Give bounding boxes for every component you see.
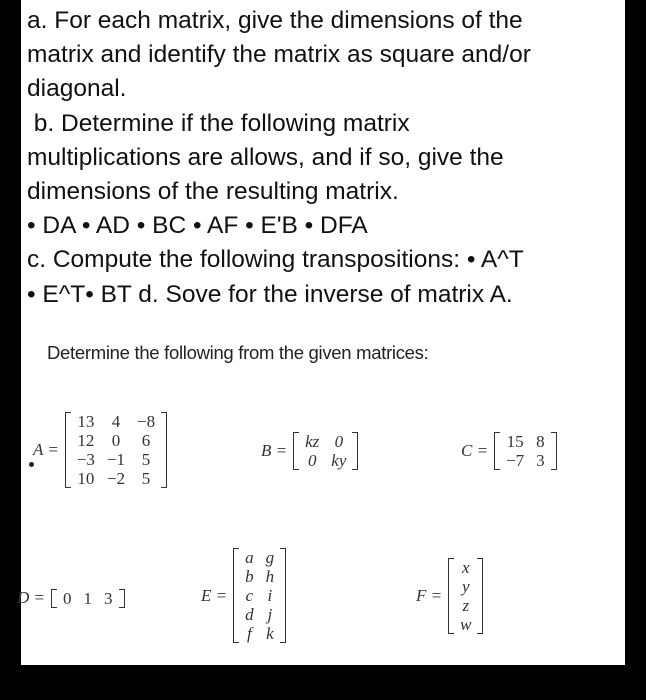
- matrix-row: [239, 605, 280, 624]
- matrix-entry: 4: [111, 412, 121, 431]
- matrix-brackets: [448, 558, 483, 634]
- matrix-entry: f: [246, 624, 252, 643]
- matrix-entry: −2: [106, 469, 125, 488]
- matrix-entry: 3: [536, 451, 545, 470]
- matrix-entry: 5: [141, 450, 151, 469]
- matrix-entry: a: [245, 548, 254, 567]
- matrix-entry: 3: [104, 588, 113, 608]
- matrix-entry: h: [265, 567, 275, 586]
- matrix-row: [454, 615, 477, 634]
- matrix-row: [500, 432, 551, 451]
- matrix-entry: k: [266, 624, 274, 643]
- matrix-entry: 0: [334, 432, 344, 451]
- matrix-brackets: [233, 548, 286, 643]
- question-text: [27, 4, 531, 312]
- matrix-row: [239, 567, 280, 586]
- matrix-row: [239, 548, 280, 567]
- matrix-entry: 12: [77, 431, 95, 450]
- matrix-row: [454, 558, 477, 577]
- matrix-entry: y: [462, 577, 470, 596]
- matrix-entry: z: [462, 596, 470, 615]
- question-line: dimensions of the resulting matrix.: [27, 177, 399, 205]
- matrix-entry: x: [462, 558, 470, 577]
- matrix-row: [71, 431, 161, 450]
- matrix-b: B = kz 0 0 ky: [261, 432, 358, 470]
- matrix-brackets: [51, 589, 125, 608]
- matrix-entry: j: [267, 605, 273, 624]
- matrix-entry: 10: [77, 469, 95, 488]
- matrix-d: D = 0 1 3: [17, 588, 125, 608]
- matrix-row: [239, 586, 280, 605]
- matrix-row: [71, 469, 161, 488]
- matrix-entry: d: [245, 605, 254, 624]
- matrix-entry: 0: [307, 451, 317, 470]
- matrix-a: A = 13 4 −8 12 0 6 −3 −1 5 10 −2 5: [33, 412, 167, 488]
- matrix-entry: w: [460, 615, 472, 634]
- matrix-c: C = 15 8 −7 3: [461, 432, 557, 470]
- matrix-e: E = a g b h c i d j f k: [201, 548, 286, 643]
- question-line: c. Compute the following transpositions: • A^T: [27, 246, 524, 274]
- subheading: Determine the following from the given matrices:: [47, 342, 429, 363]
- matrix-entry: c: [245, 586, 254, 605]
- question-line: multiplications are allows, and if so, give the: [27, 143, 504, 171]
- matrix-entry: ky: [331, 451, 347, 470]
- matrix-entry: g: [265, 548, 275, 567]
- question-line: diagonal.: [27, 75, 127, 103]
- matrix-entry: kz: [305, 432, 320, 451]
- matrix-brackets: [293, 432, 358, 470]
- matrix-row: [71, 450, 161, 469]
- question-line: matrix and identify the matrix as square and/or: [27, 41, 531, 69]
- matrix-entry: −1: [106, 450, 125, 469]
- matrix-row: [299, 451, 352, 470]
- matrix-entry: −7: [506, 451, 525, 470]
- matrix-row: [71, 412, 161, 431]
- matrix-entry: 5: [141, 469, 151, 488]
- question-line: b. Determine if the following matrix: [27, 109, 410, 137]
- matrix-row: [57, 589, 119, 608]
- matrix-entry: 6: [141, 431, 151, 450]
- matrix-f: F = x y z w: [416, 558, 483, 634]
- matrix-entry: −8: [137, 412, 156, 431]
- matrix-entry: 0: [111, 431, 121, 450]
- matrix-entry: b: [245, 567, 254, 586]
- matrix-entry: −3: [76, 450, 95, 469]
- matrix-row: [299, 432, 352, 451]
- matrix-brackets: [65, 412, 167, 488]
- question-line: • DA • AD • BC • AF • E'B • DFA: [27, 212, 368, 240]
- matrix-row: [500, 451, 551, 470]
- matrix-brackets: [494, 432, 557, 470]
- problem-panel: [17, 0, 625, 665]
- matrix-entry: 13: [77, 412, 95, 431]
- matrix-row: [239, 624, 280, 643]
- matrix-entry: 8: [536, 432, 545, 451]
- matrix-entry: 0: [63, 588, 72, 608]
- matrix-entry: i: [267, 586, 273, 605]
- matrix-row: [454, 577, 477, 596]
- question-line: • E^T• BT d. Sove for the inverse of matrix A.: [27, 280, 513, 308]
- matrix-entry: 15: [506, 432, 524, 451]
- matrix-row: [454, 596, 477, 615]
- matrix-entry: 1: [83, 588, 92, 608]
- question-line: a. For each matrix, give the dimensions of the: [27, 7, 523, 34]
